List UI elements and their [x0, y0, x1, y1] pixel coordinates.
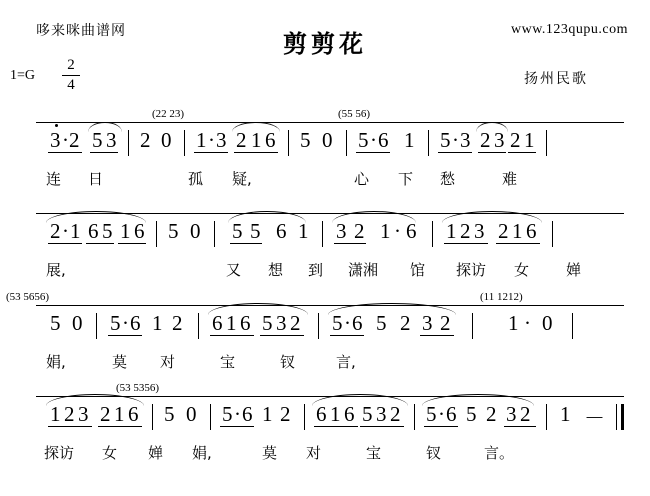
lyric-line-3: 娟, 莫 对 宝 钗 言,	[46, 353, 356, 371]
note-line-1: 3 · 2 5 3 2 0 1 · 3 2 1 6 5 0 5 · 6 1 5 · 3 2 3 2 1	[36, 128, 628, 168]
note-line-2: 2 · 1 6 5 1 6 5 0 5 5 6 1 3 2 1 · 6 1 2 3 2 1 6	[36, 219, 628, 259]
lyric-line-2: 展, 又 想 到 潇湘 馆 探访 女 婵	[46, 261, 582, 279]
key-signature: 1=G	[10, 68, 36, 83]
note-line-4: 1 2 3 2 1 6 5 0 5 · 6 1 2 6 1 6 5 3 2 5 · 6 5 2 3 2 1 －	[36, 402, 628, 442]
site-name-left: 哆来咪曲谱网	[36, 23, 126, 39]
page-title: 剪剪花	[283, 30, 367, 58]
time-signature	[60, 58, 82, 93]
meter-denominator: 4	[67, 77, 75, 93]
grace-note-group: (55 56)	[338, 108, 371, 120]
grace-note-group: (22 23)	[152, 108, 185, 120]
staff-line	[36, 305, 624, 306]
lyric-line-4: 探访 女 婵 娟, 莫 对 宝 钗 言。	[44, 444, 515, 462]
grace-note-group: (53 5356)	[116, 382, 160, 394]
staff-line	[36, 122, 624, 123]
site-url-right[interactable]: www.123qupu.com	[510, 22, 628, 37]
lyric-line-1: 连 日 孤 疑, 心 下 愁 难	[46, 170, 518, 188]
note-line-3: 5 0 5 · 6 1 2 6 1 6 5 3 2 5 · 6 5 2 3 2 1 · 0	[36, 311, 628, 351]
grace-note-group: (11 1212)	[480, 291, 523, 303]
meter-divider	[62, 75, 80, 76]
grace-note-group: (53 5656)	[6, 291, 50, 303]
meter-numerator: 2	[67, 57, 75, 73]
composer-label: 扬州民歌	[524, 71, 588, 87]
